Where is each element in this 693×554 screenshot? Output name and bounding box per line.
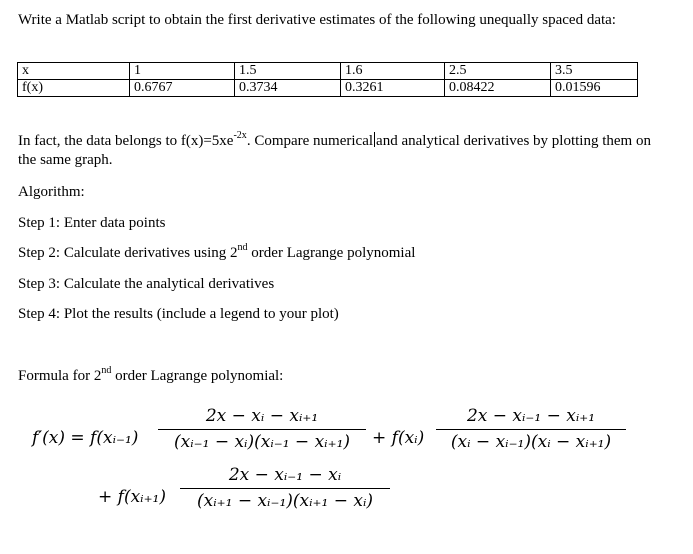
fact-text-2: . Compare numerical xyxy=(246,133,374,149)
table-row-x xyxy=(18,63,638,80)
x-value-5: 3.5 xyxy=(551,63,638,80)
formula-title-b: order Lagrange polynomial: xyxy=(111,368,284,384)
problem-intro: Write a Matlab script to obtain the first derivative estimates of the following unequally spaced data: xyxy=(18,12,616,28)
step-2-sup: nd xyxy=(237,242,248,253)
fact-text-1: In fact, the data belongs to f(x)=5xe xyxy=(18,133,234,149)
step-2-text-a: Step 2: Calculate derivatives using 2 xyxy=(18,245,238,261)
step-1: Step 1: Enter data points xyxy=(18,215,166,231)
x-label: x xyxy=(18,63,130,80)
term-1-numerator: 2x − xᵢ − xᵢ₊₁ xyxy=(205,406,319,426)
step-3: Step 3: Calculate the analytical derivatives xyxy=(18,276,275,292)
formula-title xyxy=(18,367,283,386)
algorithm-title: Algorithm: xyxy=(18,184,85,200)
term-2-denominator: (xᵢ − xᵢ₋₁)(xᵢ − xᵢ₊₁) xyxy=(450,432,612,452)
fx-value-4: 0.08422 xyxy=(445,80,551,97)
x-value-2: 1.5 xyxy=(235,63,341,80)
fact-exponent: -2x xyxy=(233,130,247,141)
term-1-denominator: (xᵢ₋₁ − xᵢ)(xᵢ₋₁ − xᵢ₊₁) xyxy=(173,432,351,452)
table-row-fx xyxy=(18,80,638,97)
term-3-fraction xyxy=(180,464,390,514)
term-3-coefficient: + f(xᵢ₊₁) xyxy=(98,487,166,507)
term-3-numerator: 2x − xᵢ₋₁ − xᵢ xyxy=(228,465,342,485)
term-1-bar xyxy=(158,429,366,430)
term-2-coefficient: + f(xᵢ) xyxy=(372,428,425,448)
term-1-fraction xyxy=(158,405,366,455)
x-value-1: 1 xyxy=(130,63,235,80)
fact-text-3: and analytical derivatives by plotting them on the same graph. xyxy=(18,133,651,168)
term-3-bar xyxy=(180,488,390,489)
text-cursor xyxy=(374,132,375,147)
step-4: Step 4: Plot the results (include a legend to your plot) xyxy=(18,306,339,322)
fx-value-5: 0.01596 xyxy=(551,80,638,97)
term-2-fraction xyxy=(436,405,626,455)
fact-paragraph xyxy=(18,132,668,170)
fx-label: f(x) xyxy=(18,80,130,97)
term-2-numerator: 2x − xᵢ₋₁ − xᵢ₊₁ xyxy=(466,406,596,426)
fx-value-1: 0.6767 xyxy=(130,80,235,97)
term-2-bar xyxy=(436,429,626,430)
x-value-4: 2.5 xyxy=(445,63,551,80)
step-2-text-b: order Lagrange polynomial xyxy=(247,245,416,261)
formula-lhs: f′(x) = f(xᵢ₋₁) xyxy=(32,428,139,448)
fx-value-3: 0.3261 xyxy=(341,80,445,97)
fx-value-2: 0.3734 xyxy=(235,80,341,97)
formula-title-sup: nd xyxy=(101,365,112,376)
term-3-denominator: (xᵢ₊₁ − xᵢ₋₁)(xᵢ₊₁ − xᵢ) xyxy=(196,491,374,511)
x-value-3: 1.6 xyxy=(341,63,445,80)
data-table xyxy=(17,62,638,97)
formula-title-a: Formula for 2 xyxy=(18,368,102,384)
step-2 xyxy=(18,244,415,263)
